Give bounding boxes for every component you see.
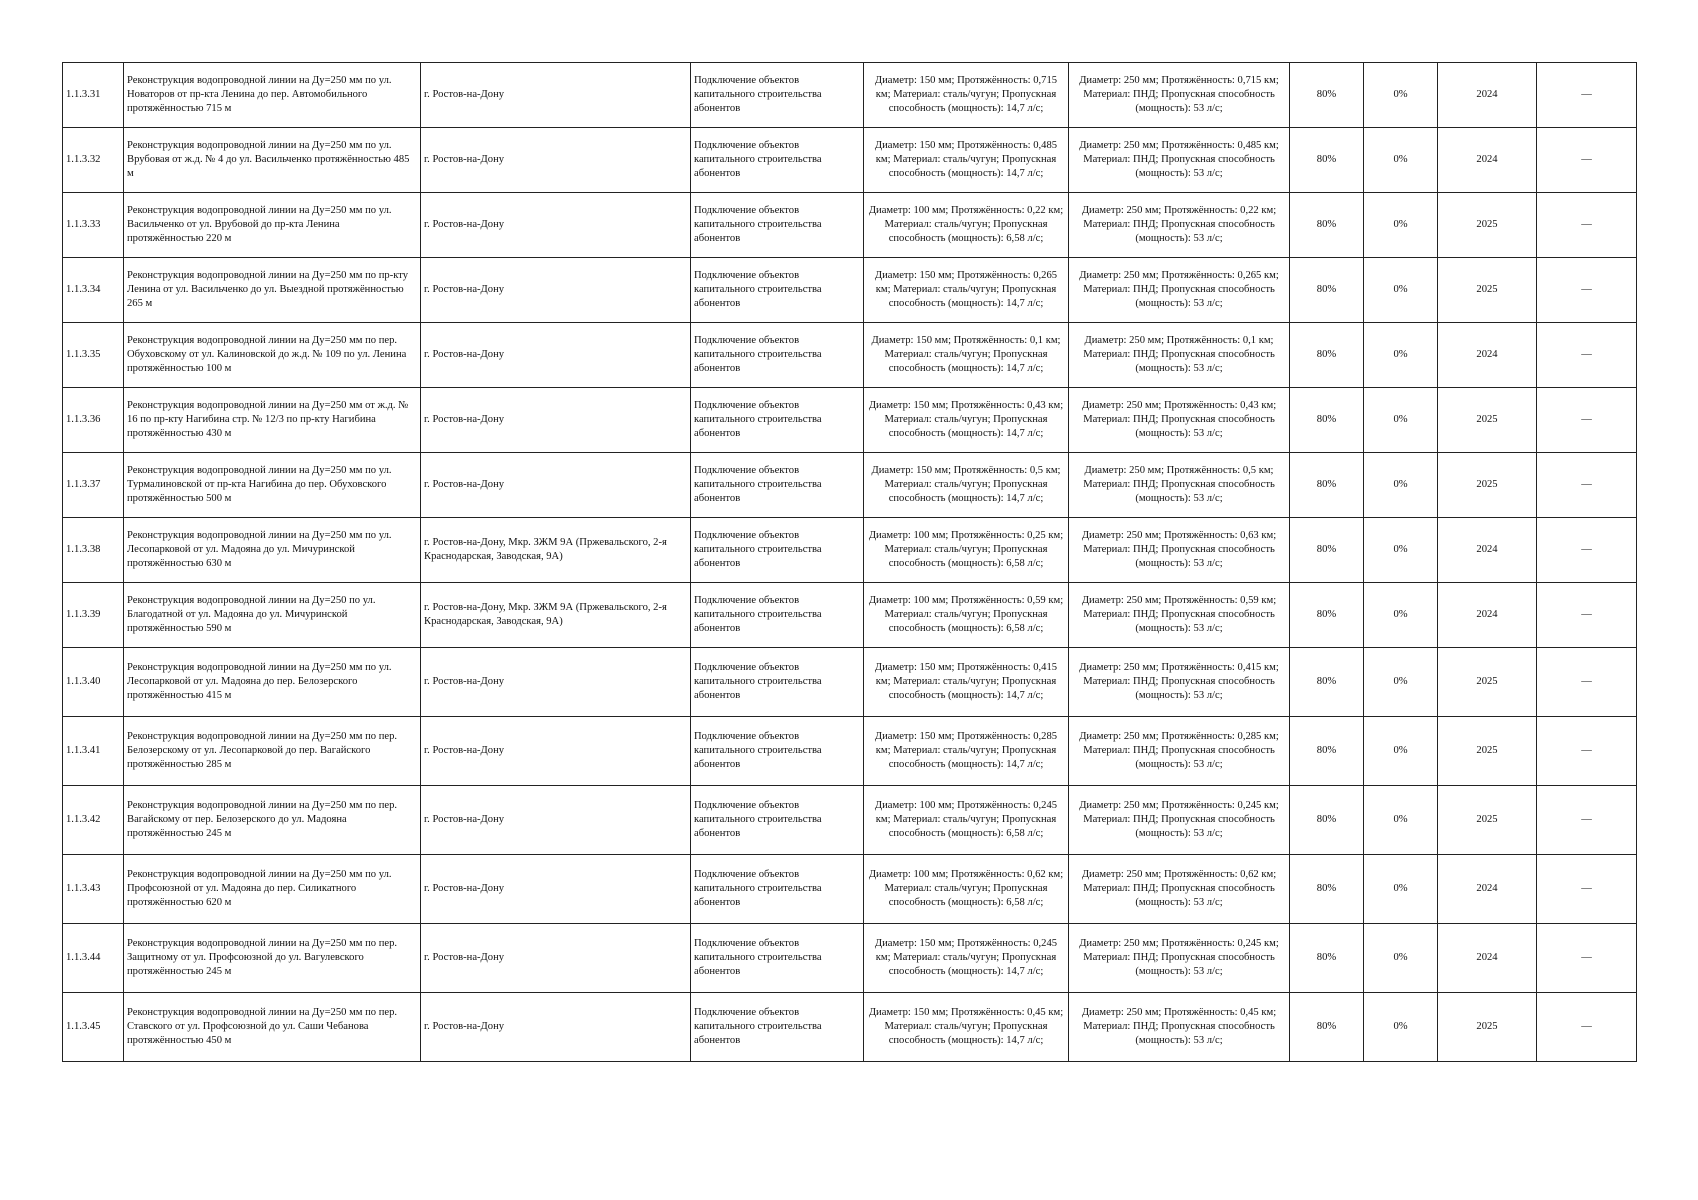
- completion-year: 2025: [1438, 717, 1537, 786]
- project-name: Реконструкция водопроводной линии на Ду=250 по ул. Благодатной от ул. Мадояна до ул. Мичуринской протяжённостью 590 м: [124, 583, 421, 648]
- parameters-before: Диаметр: 150 мм; Протяжённость: 0,5 км; Материал: сталь/чугун; Пропускная способность (мощность): 14,7 л/с;: [864, 453, 1069, 518]
- parameters-before: Диаметр: 150 мм; Протяжённость: 0,485 км; Материал: сталь/чугун; Пропускная способность (мощность): 14,7 л/с;: [864, 128, 1069, 193]
- project-location: г. Ростов-на-Дону: [421, 924, 691, 993]
- parameters-before: Диаметр: 100 мм; Протяжённость: 0,245 км; Материал: сталь/чугун; Пропускная способность (мощность): 6,58 л/с;: [864, 786, 1069, 855]
- parameters-after: Диаметр: 250 мм; Протяжённость: 0,5 км; Материал: ПНД; Пропускная способность (мощность): 53 л/с;: [1069, 453, 1290, 518]
- percent-value-2: 0%: [1364, 583, 1438, 648]
- table-body: [63, 63, 1637, 1062]
- percent-value-1: 80%: [1290, 993, 1364, 1062]
- project-location: г. Ростов-на-Дону: [421, 717, 691, 786]
- row-number: 1.1.3.32: [63, 128, 124, 193]
- parameters-after: Диаметр: 250 мм; Протяжённость: 0,265 км; Материал: ПНД; Пропускная способность (мощность): 53 л/с;: [1069, 258, 1290, 323]
- completion-year: 2024: [1438, 924, 1537, 993]
- percent-value-1: 80%: [1290, 193, 1364, 258]
- project-name: Реконструкция водопроводной линии на Ду=250 мм по ул. Турмалиновской от пр-кта Нагибина до пер. Обуховского протяжённостью 500 м: [124, 453, 421, 518]
- table-row: [63, 717, 1637, 786]
- percent-value-2: 0%: [1364, 323, 1438, 388]
- row-number: 1.1.3.43: [63, 855, 124, 924]
- project-location: г. Ростов-на-Дону: [421, 388, 691, 453]
- note-cell: —: [1537, 717, 1637, 786]
- project-purpose: Подключение объектов капитального строительства абонентов: [691, 518, 864, 583]
- row-number: 1.1.3.35: [63, 323, 124, 388]
- note-cell: —: [1537, 855, 1637, 924]
- row-number: 1.1.3.45: [63, 993, 124, 1062]
- note-cell: —: [1537, 323, 1637, 388]
- project-location: г. Ростов-на-Дону: [421, 193, 691, 258]
- parameters-before: Диаметр: 150 мм; Протяжённость: 0,45 км; Материал: сталь/чугун; Пропускная способность (мощность): 14,7 л/с;: [864, 993, 1069, 1062]
- parameters-after: Диаметр: 250 мм; Протяжённость: 0,22 км; Материал: ПНД; Пропускная способность (мощность): 53 л/с;: [1069, 193, 1290, 258]
- parameters-after: Диаметр: 250 мм; Протяжённость: 0,715 км; Материал: ПНД; Пропускная способность (мощность): 53 л/с;: [1069, 63, 1290, 128]
- note-cell: —: [1537, 258, 1637, 323]
- parameters-before: Диаметр: 150 мм; Протяжённость: 0,245 км; Материал: сталь/чугун; Пропускная способность (мощность): 14,7 л/с;: [864, 924, 1069, 993]
- row-number: 1.1.3.42: [63, 786, 124, 855]
- percent-value-1: 80%: [1290, 786, 1364, 855]
- project-purpose: Подключение объектов капитального строительства абонентов: [691, 717, 864, 786]
- table-row: [63, 63, 1637, 128]
- project-purpose: Подключение объектов капитального строительства абонентов: [691, 258, 864, 323]
- project-purpose: Подключение объектов капитального строительства абонентов: [691, 993, 864, 1062]
- table-row: [63, 193, 1637, 258]
- parameters-before: Диаметр: 150 мм; Протяжённость: 0,715 км; Материал: сталь/чугун; Пропускная способность (мощность): 14,7 л/с;: [864, 63, 1069, 128]
- project-purpose: Подключение объектов капитального строительства абонентов: [691, 128, 864, 193]
- project-purpose: Подключение объектов капитального строительства абонентов: [691, 583, 864, 648]
- parameters-after: Диаметр: 250 мм; Протяжённость: 0,59 км; Материал: ПНД; Пропускная способность (мощность): 53 л/с;: [1069, 583, 1290, 648]
- percent-value-2: 0%: [1364, 717, 1438, 786]
- note-cell: —: [1537, 453, 1637, 518]
- completion-year: 2025: [1438, 786, 1537, 855]
- note-cell: —: [1537, 786, 1637, 855]
- parameters-before: Диаметр: 150 мм; Протяжённость: 0,43 км; Материал: сталь/чугун; Пропускная способность (мощность): 14,7 л/с;: [864, 388, 1069, 453]
- percent-value-2: 0%: [1364, 855, 1438, 924]
- table-row: [63, 388, 1637, 453]
- project-purpose: Подключение объектов капитального строительства абонентов: [691, 453, 864, 518]
- project-name: Реконструкция водопроводной линии на Ду=250 мм по пер. Обуховскому от ул. Калиновской до ж.д. № 109 по ул. Ленина протяжённостью 100 м: [124, 323, 421, 388]
- table-row: [63, 648, 1637, 717]
- percent-value-2: 0%: [1364, 993, 1438, 1062]
- percent-value-2: 0%: [1364, 924, 1438, 993]
- note-cell: —: [1537, 583, 1637, 648]
- project-location: г. Ростов-на-Дону, Мкр. ЗЖМ 9А (Пржевальского, 2-я Краснодарская, Заводская, 9А): [421, 518, 691, 583]
- project-purpose: Подключение объектов капитального строительства абонентов: [691, 323, 864, 388]
- percent-value-1: 80%: [1290, 648, 1364, 717]
- completion-year: 2024: [1438, 128, 1537, 193]
- project-purpose: Подключение объектов капитального строительства абонентов: [691, 63, 864, 128]
- project-location: г. Ростов-на-Дону: [421, 453, 691, 518]
- completion-year: 2024: [1438, 323, 1537, 388]
- table-row: [63, 855, 1637, 924]
- parameters-after: Диаметр: 250 мм; Протяжённость: 0,415 км; Материал: ПНД; Пропускная способность (мощность): 53 л/с;: [1069, 648, 1290, 717]
- project-location: г. Ростов-на-Дону: [421, 258, 691, 323]
- completion-year: 2025: [1438, 258, 1537, 323]
- completion-year: 2025: [1438, 993, 1537, 1062]
- project-purpose: Подключение объектов капитального строительства абонентов: [691, 648, 864, 717]
- completion-year: 2024: [1438, 855, 1537, 924]
- percent-value-1: 80%: [1290, 583, 1364, 648]
- table-row: [63, 453, 1637, 518]
- project-name: Реконструкция водопроводной линии на Ду=250 мм по ул. Васильченко от ул. Врубовой до пр-кта Ленина протяжённостью 220 м: [124, 193, 421, 258]
- percent-value-1: 80%: [1290, 518, 1364, 583]
- parameters-after: Диаметр: 250 мм; Протяжённость: 0,43 км; Материал: ПНД; Пропускная способность (мощность): 53 л/с;: [1069, 388, 1290, 453]
- percent-value-1: 80%: [1290, 128, 1364, 193]
- project-purpose: Подключение объектов капитального строительства абонентов: [691, 855, 864, 924]
- table-row: [63, 583, 1637, 648]
- project-name: Реконструкция водопроводной линии на Ду=250 мм по пер. Защитному от ул. Профсоюзной до ул. Вагулевского протяжённостью 245 м: [124, 924, 421, 993]
- parameters-before: Диаметр: 100 мм; Протяжённость: 0,22 км; Материал: сталь/чугун; Пропускная способность (мощность): 6,58 л/с;: [864, 193, 1069, 258]
- project-location: г. Ростов-на-Дону: [421, 855, 691, 924]
- project-name: Реконструкция водопроводной линии на Ду=250 мм по ул. Врубовая от ж.д. № 4 до ул. Васильченко протяжённостью 485 м: [124, 128, 421, 193]
- project-location: г. Ростов-на-Дону: [421, 648, 691, 717]
- project-location: г. Ростов-на-Дону: [421, 63, 691, 128]
- project-location: г. Ростов-на-Дону: [421, 786, 691, 855]
- project-name: Реконструкция водопроводной линии на Ду=250 мм по пер. Ставского от ул. Профсоюзной до ул. Саши Чебанова протяжённостью 450 м: [124, 993, 421, 1062]
- percent-value-2: 0%: [1364, 258, 1438, 323]
- row-number: 1.1.3.37: [63, 453, 124, 518]
- project-purpose: Подключение объектов капитального строительства абонентов: [691, 193, 864, 258]
- project-name: Реконструкция водопроводной линии на Ду=250 мм от ж.д. № 16 по пр-кту Нагибина стр. № 12/3 по пр-кту Нагибина протяжённостью 430 м: [124, 388, 421, 453]
- parameters-before: Диаметр: 150 мм; Протяжённость: 0,415 км; Материал: сталь/чугун; Пропускная способность (мощность): 14,7 л/с;: [864, 648, 1069, 717]
- percent-value-2: 0%: [1364, 648, 1438, 717]
- note-cell: —: [1537, 993, 1637, 1062]
- percent-value-2: 0%: [1364, 128, 1438, 193]
- parameters-after: Диаметр: 250 мм; Протяжённость: 0,62 км; Материал: ПНД; Пропускная способность (мощность): 53 л/с;: [1069, 855, 1290, 924]
- percent-value-2: 0%: [1364, 786, 1438, 855]
- table-row: [63, 786, 1637, 855]
- row-number: 1.1.3.31: [63, 63, 124, 128]
- project-name: Реконструкция водопроводной линии на Ду=250 мм по ул. Лесопарковой от ул. Мадояна до пер. Белозерского протяжённостью 415 м: [124, 648, 421, 717]
- note-cell: —: [1537, 518, 1637, 583]
- percent-value-1: 80%: [1290, 63, 1364, 128]
- parameters-before: Диаметр: 150 мм; Протяжённость: 0,1 км; Материал: сталь/чугун; Пропускная способность (мощность): 14,7 л/с;: [864, 323, 1069, 388]
- table-row: [63, 258, 1637, 323]
- note-cell: —: [1537, 648, 1637, 717]
- row-number: 1.1.3.44: [63, 924, 124, 993]
- project-purpose: Подключение объектов капитального строительства абонентов: [691, 786, 864, 855]
- project-location: г. Ростов-на-Дону, Мкр. ЗЖМ 9А (Пржевальского, 2-я Краснодарская, Заводская, 9А): [421, 583, 691, 648]
- row-number: 1.1.3.40: [63, 648, 124, 717]
- parameters-after: Диаметр: 250 мм; Протяжённость: 0,245 км; Материал: ПНД; Пропускная способность (мощность): 53 л/с;: [1069, 786, 1290, 855]
- parameters-after: Диаметр: 250 мм; Протяжённость: 0,1 км; Материал: ПНД; Пропускная способность (мощность): 53 л/с;: [1069, 323, 1290, 388]
- note-cell: —: [1537, 128, 1637, 193]
- project-purpose: Подключение объектов капитального строительства абонентов: [691, 388, 864, 453]
- parameters-before: Диаметр: 150 мм; Протяжённость: 0,265 км; Материал: сталь/чугун; Пропускная способность (мощность): 14,7 л/с;: [864, 258, 1069, 323]
- percent-value-1: 80%: [1290, 323, 1364, 388]
- parameters-after: Диаметр: 250 мм; Протяжённость: 0,245 км; Материал: ПНД; Пропускная способность (мощность): 53 л/с;: [1069, 924, 1290, 993]
- row-number: 1.1.3.34: [63, 258, 124, 323]
- percent-value-1: 80%: [1290, 258, 1364, 323]
- project-name: Реконструкция водопроводной линии на Ду=250 мм по пер. Вагайскому от пер. Белозерского до ул. Мадояна протяжённостью 245 м: [124, 786, 421, 855]
- projects-table: [62, 62, 1637, 1062]
- completion-year: 2025: [1438, 388, 1537, 453]
- parameters-after: Диаметр: 250 мм; Протяжённость: 0,63 км; Материал: ПНД; Пропускная способность (мощность): 53 л/с;: [1069, 518, 1290, 583]
- percent-value-1: 80%: [1290, 924, 1364, 993]
- completion-year: 2025: [1438, 193, 1537, 258]
- parameters-before: Диаметр: 100 мм; Протяжённость: 0,59 км; Материал: сталь/чугун; Пропускная способность (мощность): 6,58 л/с;: [864, 583, 1069, 648]
- percent-value-2: 0%: [1364, 63, 1438, 128]
- completion-year: 2024: [1438, 518, 1537, 583]
- project-location: г. Ростов-на-Дону: [421, 323, 691, 388]
- project-name: Реконструкция водопроводной линии на Ду=250 мм по ул. Лесопарковой от ул. Мадояна до ул. Мичуринской протяжённостью 630 м: [124, 518, 421, 583]
- parameters-before: Диаметр: 150 мм; Протяжённость: 0,285 км; Материал: сталь/чугун; Пропускная способность (мощность): 14,7 л/с;: [864, 717, 1069, 786]
- parameters-before: Диаметр: 100 мм; Протяжённость: 0,62 км; Материал: сталь/чугун; Пропускная способность (мощность): 6,58 л/с;: [864, 855, 1069, 924]
- percent-value-1: 80%: [1290, 717, 1364, 786]
- project-purpose: Подключение объектов капитального строительства абонентов: [691, 924, 864, 993]
- percent-value-1: 80%: [1290, 855, 1364, 924]
- row-number: 1.1.3.39: [63, 583, 124, 648]
- completion-year: 2025: [1438, 648, 1537, 717]
- note-cell: —: [1537, 924, 1637, 993]
- percent-value-2: 0%: [1364, 518, 1438, 583]
- percent-value-1: 80%: [1290, 453, 1364, 518]
- parameters-before: Диаметр: 100 мм; Протяжённость: 0,25 км; Материал: сталь/чугун; Пропускная способность (мощность): 6,58 л/с;: [864, 518, 1069, 583]
- project-name: Реконструкция водопроводной линии на Ду=250 мм по ул. Профсоюзной от ул. Мадояна до пер. Силикатного протяжённостью 620 м: [124, 855, 421, 924]
- parameters-after: Диаметр: 250 мм; Протяжённость: 0,485 км; Материал: ПНД; Пропускная способность (мощность): 53 л/с;: [1069, 128, 1290, 193]
- percent-value-1: 80%: [1290, 388, 1364, 453]
- project-name: Реконструкция водопроводной линии на Ду=250 мм по ул. Новаторов от пр-кта Ленина до пер. Автомобильного протяжённостью 715 м: [124, 63, 421, 128]
- row-number: 1.1.3.36: [63, 388, 124, 453]
- percent-value-2: 0%: [1364, 193, 1438, 258]
- project-name: Реконструкция водопроводной линии на Ду=250 мм по пер. Белозерскому от ул. Лесопарковой до пер. Вагайского протяжённостью 285 м: [124, 717, 421, 786]
- project-location: г. Ростов-на-Дону: [421, 128, 691, 193]
- row-number: 1.1.3.38: [63, 518, 124, 583]
- note-cell: —: [1537, 63, 1637, 128]
- note-cell: —: [1537, 388, 1637, 453]
- table-row: [63, 518, 1637, 583]
- completion-year: 2024: [1438, 583, 1537, 648]
- parameters-after: Диаметр: 250 мм; Протяжённость: 0,45 км; Материал: ПНД; Пропускная способность (мощность): 53 л/с;: [1069, 993, 1290, 1062]
- completion-year: 2025: [1438, 453, 1537, 518]
- note-cell: —: [1537, 193, 1637, 258]
- project-name: Реконструкция водопроводной линии на Ду=250 мм по пр-кту Ленина от ул. Васильченко до ул. Выездной протяжённостью 265 м: [124, 258, 421, 323]
- table-row: [63, 993, 1637, 1062]
- table-row: [63, 924, 1637, 993]
- completion-year: 2024: [1438, 63, 1537, 128]
- table-row: [63, 323, 1637, 388]
- row-number: 1.1.3.41: [63, 717, 124, 786]
- row-number: 1.1.3.33: [63, 193, 124, 258]
- parameters-after: Диаметр: 250 мм; Протяжённость: 0,285 км; Материал: ПНД; Пропускная способность (мощность): 53 л/с;: [1069, 717, 1290, 786]
- percent-value-2: 0%: [1364, 388, 1438, 453]
- project-location: г. Ростов-на-Дону: [421, 993, 691, 1062]
- table-row: [63, 128, 1637, 193]
- percent-value-2: 0%: [1364, 453, 1438, 518]
